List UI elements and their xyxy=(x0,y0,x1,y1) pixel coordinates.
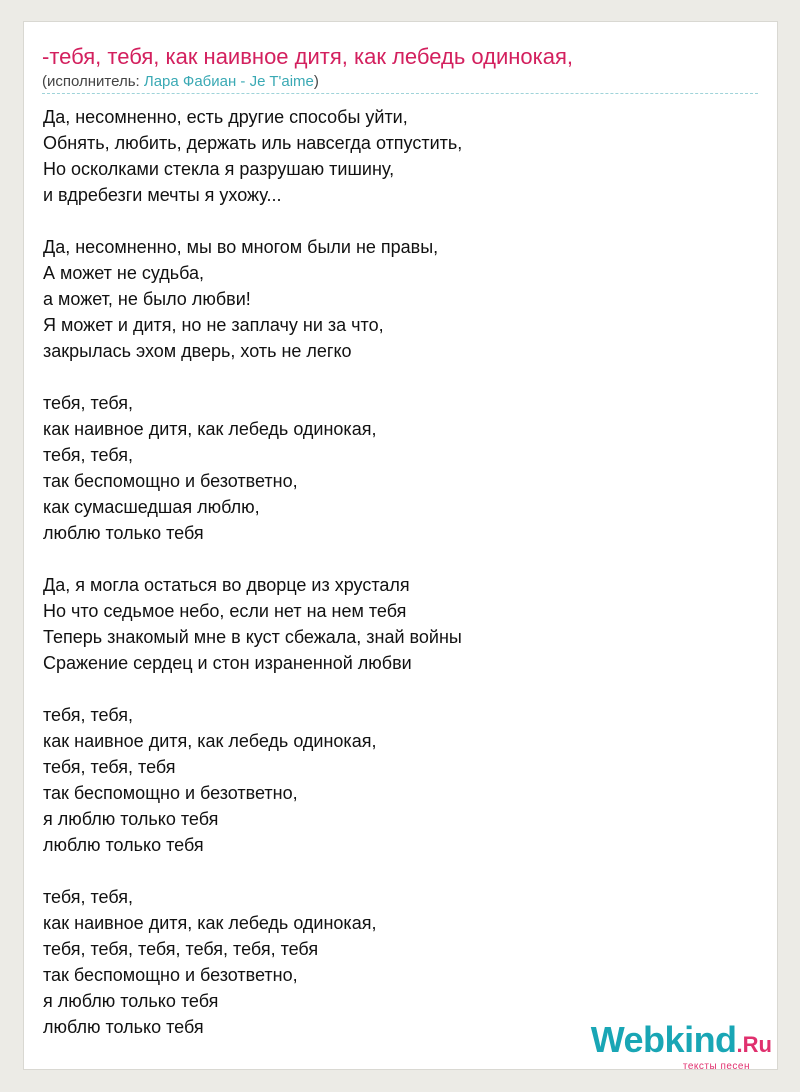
logo-wordmark xyxy=(590,1019,772,1063)
lyrics-line: Сражение сердец и стон израненной любви xyxy=(43,653,412,673)
lyrics-line: и вдребезги мечты я ухожу... xyxy=(43,185,282,205)
lyrics-stanza xyxy=(43,572,743,676)
lyrics-line: так беспомощно и безответно, xyxy=(43,783,298,803)
lyrics-line: Да, несомненно, есть другие способы уйти, xyxy=(43,107,408,127)
lyrics-line: а может, не было любви! xyxy=(43,289,251,309)
lyrics-stanza xyxy=(43,104,743,208)
artist-prefix: (исполнитель: xyxy=(42,73,144,90)
lyrics-line: Я может и дитя, но не заплачу ни за что, xyxy=(43,315,384,335)
artist-link[interactable]: Лара Фабиан - Je T'aime xyxy=(143,73,314,90)
lyrics-line: Но что седьмое небо, если нет на нем тебя xyxy=(43,601,407,621)
lyrics-line: тебя, тебя, тебя xyxy=(43,757,176,777)
lyrics-line: я люблю только тебя xyxy=(43,809,219,829)
lyrics-line: тебя, тебя, xyxy=(43,445,134,465)
lyrics-line: Но осколками стекла я разрушаю тишину, xyxy=(43,159,395,179)
page-title: -тебя, тебя, как наивное дитя, как лебедь одинокая, xyxy=(42,44,574,69)
lyrics-line: Да, я могла остаться во дворце из хрусталя xyxy=(43,575,410,595)
lyrics-line: Теперь знакомый мне в куст сбежала, знай войны xyxy=(43,627,462,647)
lyrics-line: люблю только тебя xyxy=(43,835,204,855)
lyrics-line: так беспомощно и безответно, xyxy=(43,471,298,491)
lyrics-line: как сумасшедшая люблю, xyxy=(43,497,260,517)
lyrics-line: Да, несомненно, мы во многом были не правы, xyxy=(43,237,439,257)
lyrics-line: тебя, тебя, xyxy=(43,887,134,907)
lyrics-line: закрылась эхом дверь, хоть не легко xyxy=(43,341,352,361)
lyrics-line: так беспомощно и безответно, xyxy=(43,965,298,985)
lyrics-line: тебя, тебя, тебя, тебя, тебя, тебя xyxy=(43,939,319,959)
logo-main-text: Webkind xyxy=(590,1019,737,1060)
artist-line xyxy=(42,72,319,92)
logo-tagline: тексты песен xyxy=(682,1061,750,1072)
lyrics-line: Обнять, любить, держать иль навсегда отпустить, xyxy=(43,133,463,153)
lyrics-line: люблю только тебя xyxy=(43,1017,204,1037)
lyrics-line: я люблю только тебя xyxy=(43,991,219,1011)
logo-domain-text: .Ru xyxy=(736,1032,772,1057)
dashed-divider xyxy=(42,93,758,94)
lyrics-line: как наивное дитя, как лебедь одинокая, xyxy=(43,913,377,933)
lyrics-line: тебя, тебя, xyxy=(43,705,134,725)
artist-suffix: ) xyxy=(313,73,319,90)
lyrics-stanza xyxy=(43,390,743,546)
lyrics-line: как наивное дитя, как лебедь одинокая, xyxy=(43,419,377,439)
lyrics-stanza xyxy=(43,234,743,364)
lyrics-stanza xyxy=(43,884,743,1040)
lyrics-line: А может не судьба, xyxy=(43,263,205,283)
lyrics-line: люблю только тебя xyxy=(43,523,204,543)
lyrics-line: как наивное дитя, как лебедь одинокая, xyxy=(43,731,377,751)
lyrics-line: тебя, тебя, xyxy=(43,393,134,413)
lyrics-stanza xyxy=(43,702,743,858)
site-logo[interactable] xyxy=(590,1019,772,1072)
lyrics-body xyxy=(43,104,743,1066)
